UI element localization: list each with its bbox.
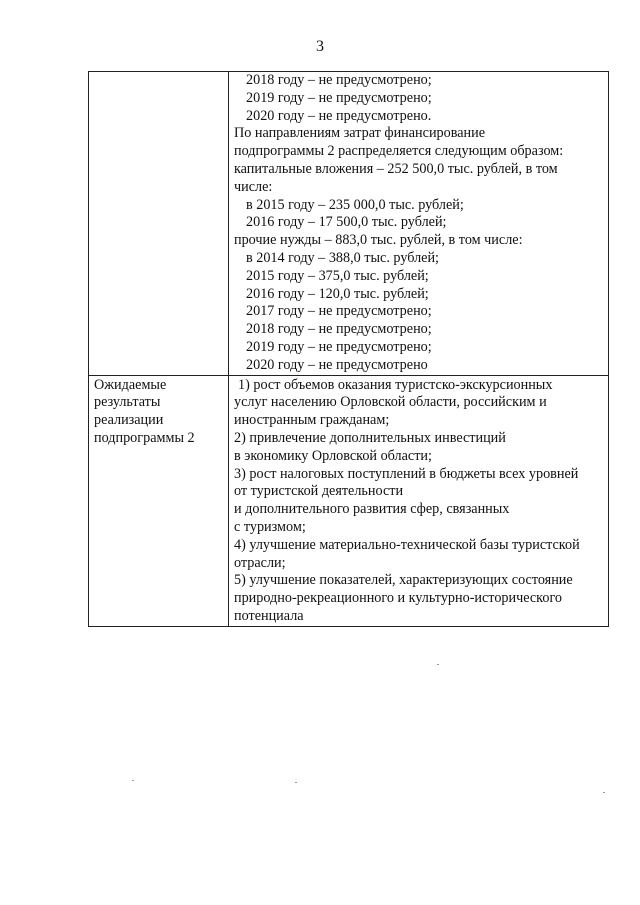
scan-speck [437, 664, 439, 665]
expected-result-line: отрасли; [234, 554, 286, 571]
expected-result-line: услуг населению Орловской области, российским и [234, 394, 547, 411]
expected-results-label-line: подпрограммы 2 [94, 429, 195, 446]
table-row-financing [89, 72, 609, 376]
financing-text-line: капитальные вложения – 252 500,0 тыс. рублей, в том [234, 160, 558, 177]
page-number: 3 [316, 38, 324, 55]
expected-results-text [234, 376, 604, 626]
expected-result-line: 5) улучшение показателей, характеризующих состояние [234, 572, 573, 589]
row2-right-cell [229, 375, 609, 626]
expected-results-label [94, 376, 224, 448]
expected-results-label-line: Ожидаемые [94, 376, 167, 393]
financing-text-line: 2020 году – не предусмотрено. [246, 107, 432, 124]
financing-text-line: числе: [234, 178, 273, 195]
financing-text-line: в 2014 году – 388,0 тыс. рублей; [246, 249, 439, 266]
expected-result-line: 1) рост объемов оказания туристско-экскурсионных [238, 376, 553, 393]
expected-results-label-line: реализации [94, 412, 164, 429]
table-row-expected-results [89, 375, 609, 626]
financing-text-line: в 2015 году – 235 000,0 тыс. рублей; [246, 196, 464, 213]
financing-text-line: 2017 году – не предусмотрено; [246, 303, 432, 320]
financing-text-line: 2015 году – 375,0 тыс. рублей; [246, 267, 429, 284]
financing-text-line: 2016 году – 120,0 тыс. рублей; [246, 285, 429, 302]
expected-results-label-line: результаты [94, 394, 161, 411]
financing-text-line: 2016 году – 17 500,0 тыс. рублей; [246, 214, 447, 231]
scan-speck [295, 782, 297, 783]
expected-result-line: в экономику Орловской области; [234, 447, 432, 464]
financing-text-line: 2020 году – не предусмотрено [246, 356, 428, 373]
scan-speck [132, 780, 134, 781]
expected-result-line: природно-рекреационного и культурно-исторического [234, 590, 563, 607]
expected-result-line: 3) рост налоговых поступлений в бюджеты всех уровней [234, 465, 579, 482]
scan-speck [603, 792, 605, 793]
financing-text-line: 2019 году – не предусмотрено; [246, 338, 432, 355]
financing-text-line: прочие нужды – 883,0 тыс. рублей, в том числе: [234, 232, 523, 249]
expected-result-line: 2) привлечение дополнительных инвестиций [234, 429, 506, 446]
expected-result-line: от туристской деятельности [234, 483, 404, 500]
financing-text-line: По направлениям затрат финансирование [234, 125, 486, 142]
financing-text-line: 2018 году – не предусмотрено; [246, 321, 432, 338]
row1-left-cell [89, 72, 229, 376]
expected-result-line: и дополнительного развития сфер, связанных [234, 501, 510, 518]
financing-text-line: подпрограммы 2 распределяется следующим образом: [234, 143, 564, 160]
expected-result-line: с туризмом; [234, 518, 306, 535]
expected-result-line: иностранным гражданам; [234, 412, 390, 429]
subprogram-passport-table [88, 71, 609, 627]
financing-text [234, 72, 604, 375]
expected-result-line: 4) улучшение материально-технической базы туристской [234, 536, 580, 553]
financing-text-line: 2018 году – не предусмотрено; [246, 72, 432, 88]
row1-right-cell [229, 72, 609, 376]
expected-result-line: потенциала [234, 607, 304, 624]
financing-text-line: 2019 году – не предусмотрено; [246, 89, 432, 106]
row2-left-cell [89, 375, 229, 626]
